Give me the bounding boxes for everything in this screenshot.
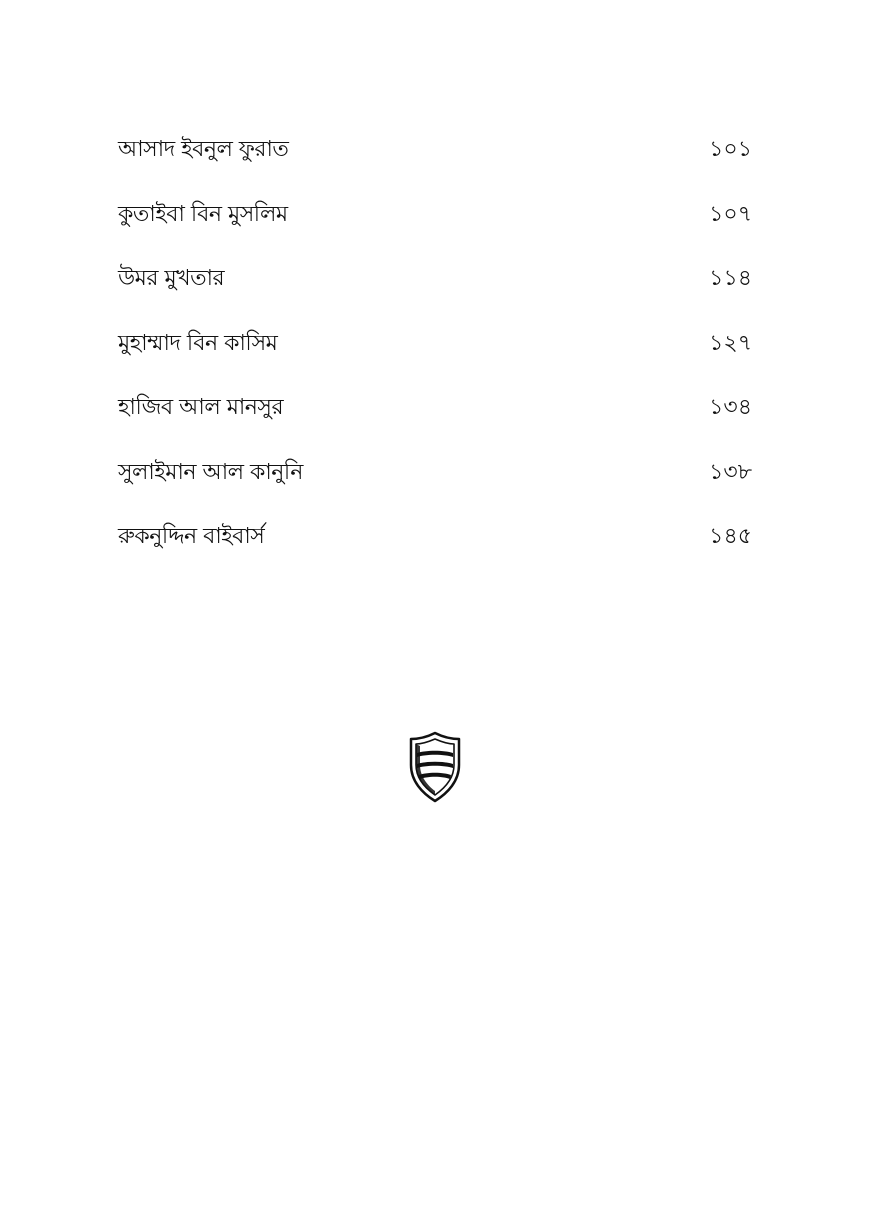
toc-entry[interactable] xyxy=(118,505,752,570)
toc-entry[interactable] xyxy=(118,118,752,183)
toc-entry-title: রুকনুদ্দিন বাইবার্স xyxy=(118,524,265,550)
toc-entry[interactable] xyxy=(118,247,752,312)
toc-entry[interactable] xyxy=(118,376,752,441)
toc-entry-page-number: ১২৭ xyxy=(709,330,752,356)
toc-entry-page-number: ১৩৪ xyxy=(709,395,752,421)
toc-entry-page-number: ১০১ xyxy=(709,137,752,163)
toc-entry-page-number: ১১৪ xyxy=(709,266,752,292)
toc-entry-title: সুলাইমান আল কানুনি xyxy=(118,459,303,485)
toc-entry-title: হাজিব আল মানসুর xyxy=(118,395,284,421)
shield-icon xyxy=(408,731,462,803)
toc-entry[interactable] xyxy=(118,183,752,248)
toc-entry-page-number: ১৩৮ xyxy=(709,459,752,485)
toc-entry-title: আসাদ ইবনুল ফুরাত xyxy=(118,137,289,163)
toc-entry[interactable] xyxy=(118,441,752,506)
toc-entry-page-number: ১৪৫ xyxy=(709,524,752,550)
toc-entry-page-number: ১০৭ xyxy=(709,201,752,227)
toc-entry[interactable] xyxy=(118,312,752,377)
toc-entry-title: উমর মুখতার xyxy=(118,266,225,292)
table-of-contents xyxy=(118,118,752,570)
toc-entry-title: মুহাম্মাদ বিন কাসিম xyxy=(118,330,278,356)
toc-entry-title: কুতাইবা বিন মুসলিম xyxy=(118,201,288,227)
